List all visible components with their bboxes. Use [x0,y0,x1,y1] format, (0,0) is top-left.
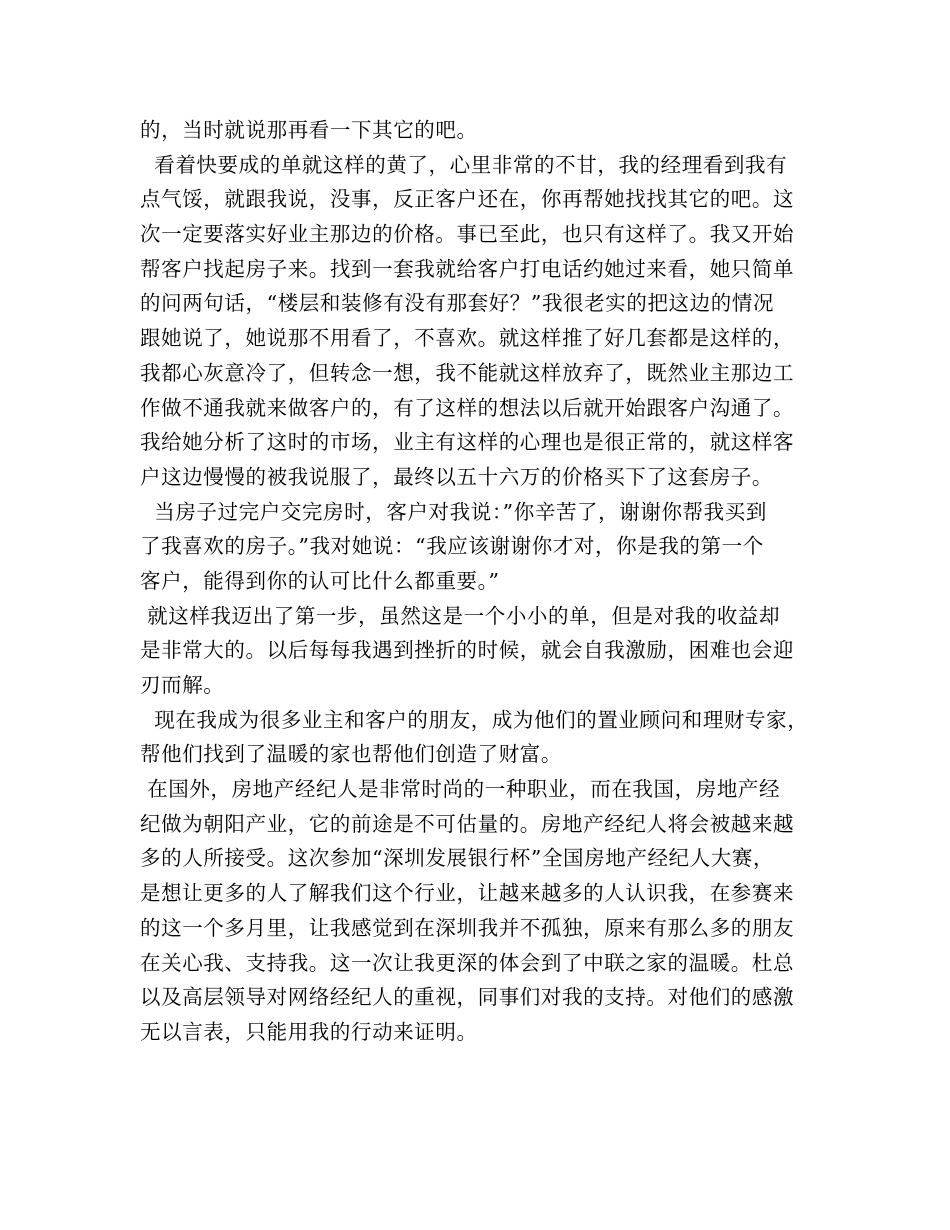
text-line: 看着快要成的单就这样的黄了，心里非常的不甘，我的经理看到我有 [140,152,788,177]
text-line: 在关心我、支持我。这一次让我更深的体会到了中联之家的温暖。杜总 [140,950,795,975]
body-text [140,113,830,1050]
text-line: 我都心灰意冷了，但转念一想，我不能就这样放弃了，既然业主那边工 [140,360,795,385]
text-line: 了我喜欢的房子。”我对她说：“我应该谢谢你才对，你是我的第一个 [140,534,764,559]
text-line: 的，当时就说那再看一下其它的吧。 [140,118,478,142]
text-line: 当房子过完户交完房时，客户对我说：”你辛苦了，谢谢你帮我买到 [140,499,767,524]
text-line: 帮他们找到了温暖的家也帮他们创造了财富。 [140,742,562,767]
text-line: 就这样我迈出了第一步，虽然这是一个小小的单，但是对我的收益却 [140,603,781,628]
text-line: 是想让更多的人了解我们这个行业，让越来越多的人认识我，在参赛来 [140,881,795,906]
text-line: 我给她分析了这时的市场，业主有这样的心理也是很正常的，就这样客 [140,430,795,455]
text-line: 跟她说了，她说那不用看了，不喜欢。就这样推了好几套都是这样的， [140,326,795,351]
text-line: 帮客户找起房子来。找到一套我就给客户打电话约她过来看，她只简单 [140,256,795,281]
text-line: 在国外，房地产经纪人是非常时尚的一种职业，而在我国，房地产经 [140,777,781,802]
text-line: 的这一个多月里，让我感觉到在深圳我并不孤独，原来有那么多的朋友 [140,915,795,940]
text-line: 现在我成为很多业主和客户的朋友，成为他们的置业顾问和理财专家， [140,707,809,732]
text-line: 作做不通我就来做客户的，有了这样的想法以后就开始跟客户沟通了。 [140,395,795,420]
text-line: 无以言表，只能用我的行动来证明。 [140,1019,478,1044]
text-line: 客户，能得到你的认可比什么都重要。” [140,568,500,593]
text-line: 点气馁，就跟我说，没事，反正客户还在，你再帮她找找其它的吧。这 [140,187,795,212]
text-line: 的问两句话，“楼层和装修有没有那套好？”我很老实的把这边的情况 [140,291,775,316]
text-line: 是非常大的。以后每每我遇到挫折的时候，就会自我激励，困难也会迎 [140,638,795,663]
text-line: 纪做为朝阳产业，它的前途是不可估量的。房地产经纪人将会被越来越 [140,811,795,836]
text-line: 次一定要落实好业主那边的价格。事已至此，也只有这样了。我又开始 [140,222,795,247]
text-line: 多的人所接受。这次参加“深圳发展银行杯”全国房地产经纪人大赛， [140,846,775,871]
text-line: 以及高层领导对网络经纪人的重视，同事们对我的支持。对他们的感激 [140,985,795,1010]
text-line: 户这边慢慢的被我说服了，最终以五十六万的价格买下了这套房子。 [140,464,773,489]
text-line: 刃而解。 [140,673,225,697]
